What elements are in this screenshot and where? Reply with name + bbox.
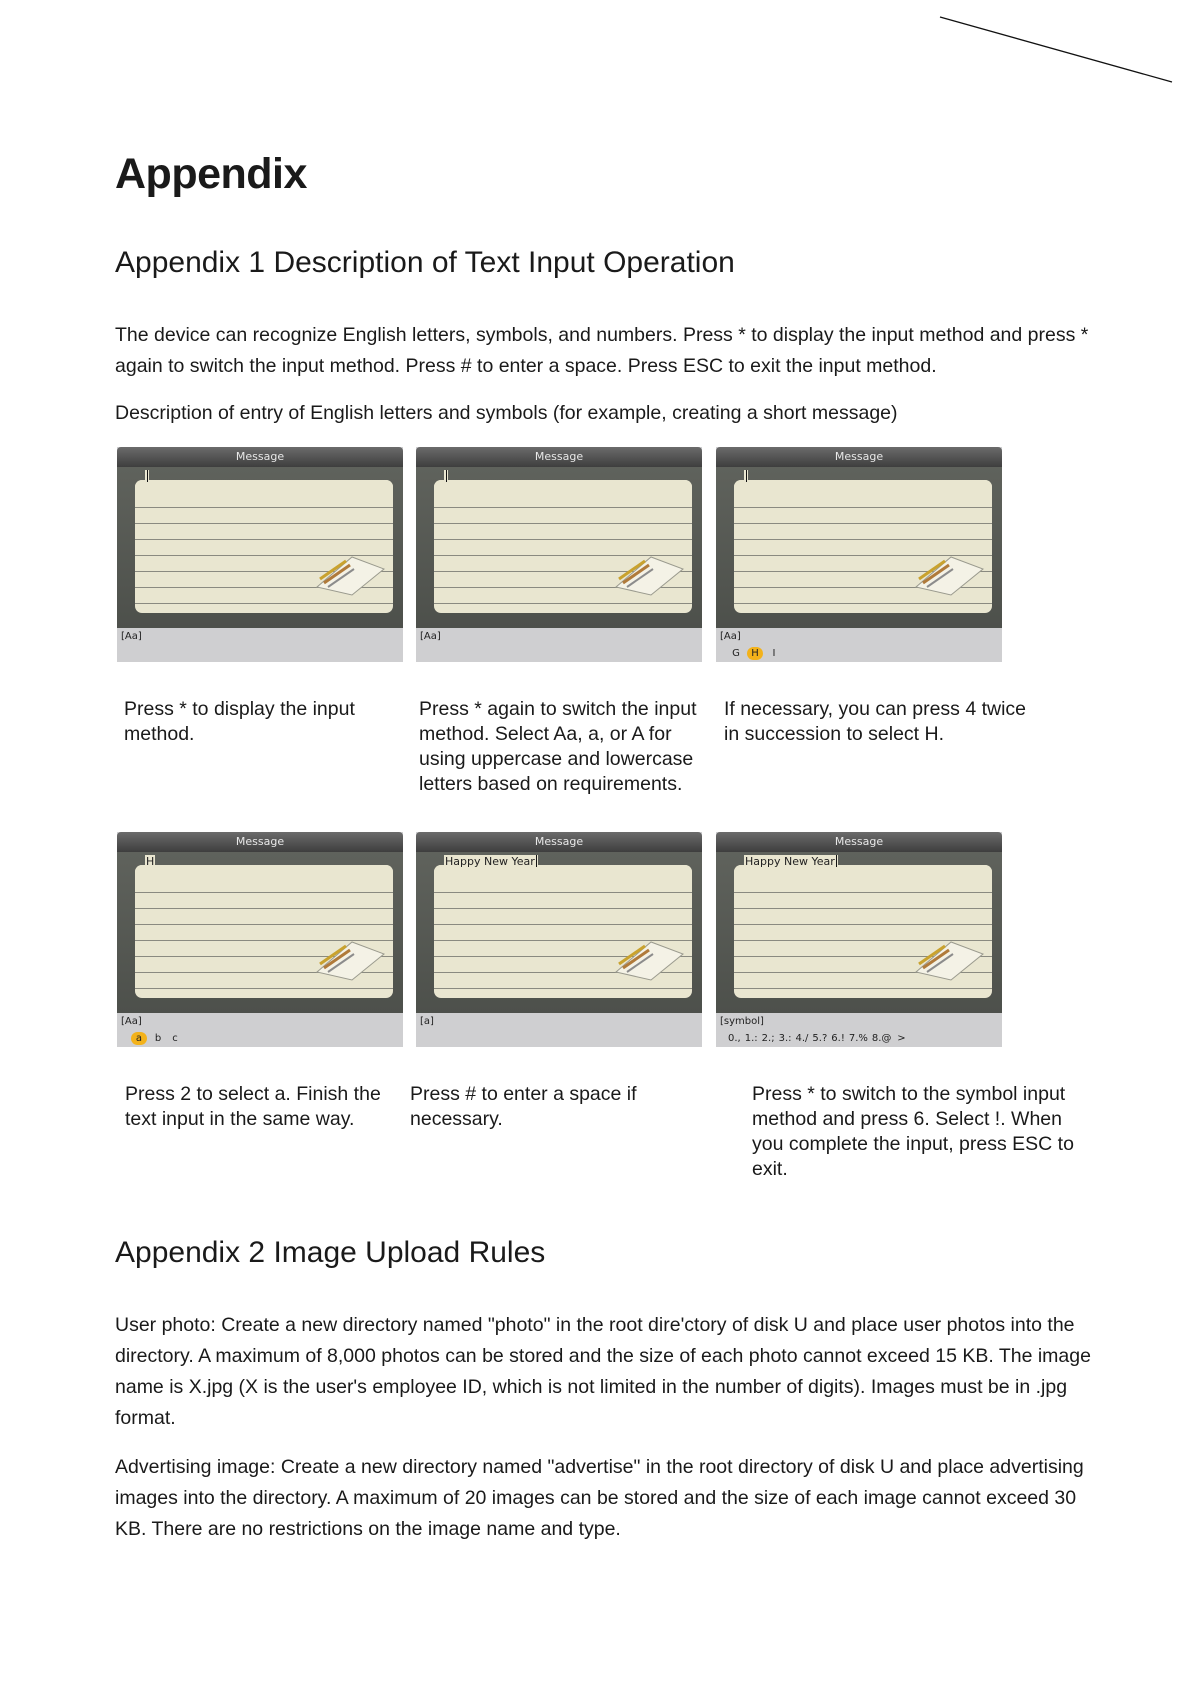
candidate-character: > (897, 1033, 906, 1044)
candidate-character: 4./ (795, 1033, 809, 1044)
pencil-notepad-icon (312, 539, 387, 597)
message-text (444, 470, 448, 483)
device-screenshot-2 (416, 447, 702, 662)
corner-decoration-line (0, 0, 1191, 120)
candidate-character: a (131, 1032, 147, 1045)
candidate-list (728, 1032, 907, 1045)
candidate-list (730, 647, 780, 660)
candidate-character: 2.; (761, 1033, 775, 1044)
caption-3: If necessary, you can press 4 twice in succession to select H. (724, 698, 1027, 745)
user-photo-rules: User photo: Create a new directory named "photo" in the root dire'ctory of disk U and place user photos into the directory. A maximum of 8,000 photos can be stored and the size of each photo cannot exceed 15 KB. The image name is X.jpg (X is the user's employee ID, which is not limited in the number of digits). Images must be in .jpg format. (115, 1314, 1091, 1429)
candidate-character: 5.? (812, 1033, 828, 1044)
candidate-character: 0., (728, 1033, 741, 1044)
candidate-character: I (772, 648, 776, 659)
text-cursor (147, 470, 148, 482)
candidate-character: G (732, 648, 740, 659)
candidate-character: H (747, 647, 763, 660)
appendix-1-intro: The device can recognize English letters, symbols, and numbers. Press * to display the input method and press * again to switch the input method. Press # to enter a space. Press ESC to exit the input method. (115, 324, 1089, 377)
text-cursor (536, 855, 537, 867)
appendix-1-title: Appendix 1 Description of Text Input Operation (115, 246, 735, 279)
screen-title: Message (416, 447, 702, 467)
screen-title: Message (416, 832, 702, 852)
advertising-image-rules: Advertising image: Create a new directory named "advertise" in the root directory of disk U and place advertising images into the directory. A maximum of 20 images can be stored and the size of each image cannot exceed 30 KB. There are no restrictions on the image name and type. (115, 1456, 1084, 1540)
device-screenshot-1 (117, 447, 403, 662)
pencil-notepad-icon (911, 924, 986, 982)
pencil-notepad-icon (611, 924, 686, 982)
appendix-2-title: Appendix 2 Image Upload Rules (115, 1236, 546, 1269)
caption-1: Press * to display the input method. (124, 698, 355, 745)
caption-5: Press # to enter a space if necessary. (410, 1083, 637, 1130)
candidate-list (131, 1032, 181, 1045)
candidate-character: 6.! (831, 1033, 845, 1044)
message-text: H (146, 855, 155, 868)
device-screenshot-4 (117, 832, 403, 1047)
screen-title: Message (117, 447, 403, 467)
appendix-1-example-note: Description of entry of English letters and symbols (for example, creating a short message) (115, 402, 898, 424)
message-text: Happy New Year (744, 855, 838, 868)
caption-2: Press * again to switch the input method. Select Aa, a, or A for using uppercase and lowercase letters based on requirements. (419, 698, 697, 795)
candidate-character: 7.% (848, 1033, 868, 1044)
screen-title: Message (716, 832, 1002, 852)
input-mode-indicator: [Aa] (121, 631, 142, 642)
message-text (744, 470, 748, 483)
caption-6: Press * to switch to the symbol input method and press 6. Select !. When you complete the input, press ESC to exit. (752, 1083, 1074, 1180)
text-cursor (746, 470, 747, 482)
input-mode-indicator: [Aa] (121, 1016, 142, 1027)
candidate-character: b (154, 1033, 162, 1044)
candidate-character: 8.@ (871, 1033, 892, 1044)
pencil-notepad-icon (611, 539, 686, 597)
page-title: Appendix (115, 150, 307, 198)
text-cursor (836, 855, 837, 867)
caption-4: Press 2 to select a. Finish the text input in the same way. (125, 1083, 381, 1130)
candidate-character: 3.: (778, 1033, 792, 1044)
candidate-character: c (172, 1033, 178, 1044)
device-screenshot-5 (416, 832, 702, 1047)
candidate-character: 1.: (744, 1033, 758, 1044)
screen-title: Message (716, 447, 1002, 467)
message-text (145, 470, 149, 483)
text-cursor (446, 470, 447, 482)
message-text: Happy New Year (444, 855, 538, 868)
pencil-notepad-icon (312, 924, 387, 982)
input-mode-indicator: [Aa] (420, 631, 441, 642)
device-screenshot-3 (716, 447, 1002, 662)
pencil-notepad-icon (911, 539, 986, 597)
input-mode-indicator: [a] (420, 1016, 434, 1027)
input-mode-indicator: [symbol] (720, 1016, 764, 1027)
screen-title: Message (117, 832, 403, 852)
device-screenshot-6 (716, 832, 1002, 1047)
input-mode-indicator: [Aa] (720, 631, 741, 642)
